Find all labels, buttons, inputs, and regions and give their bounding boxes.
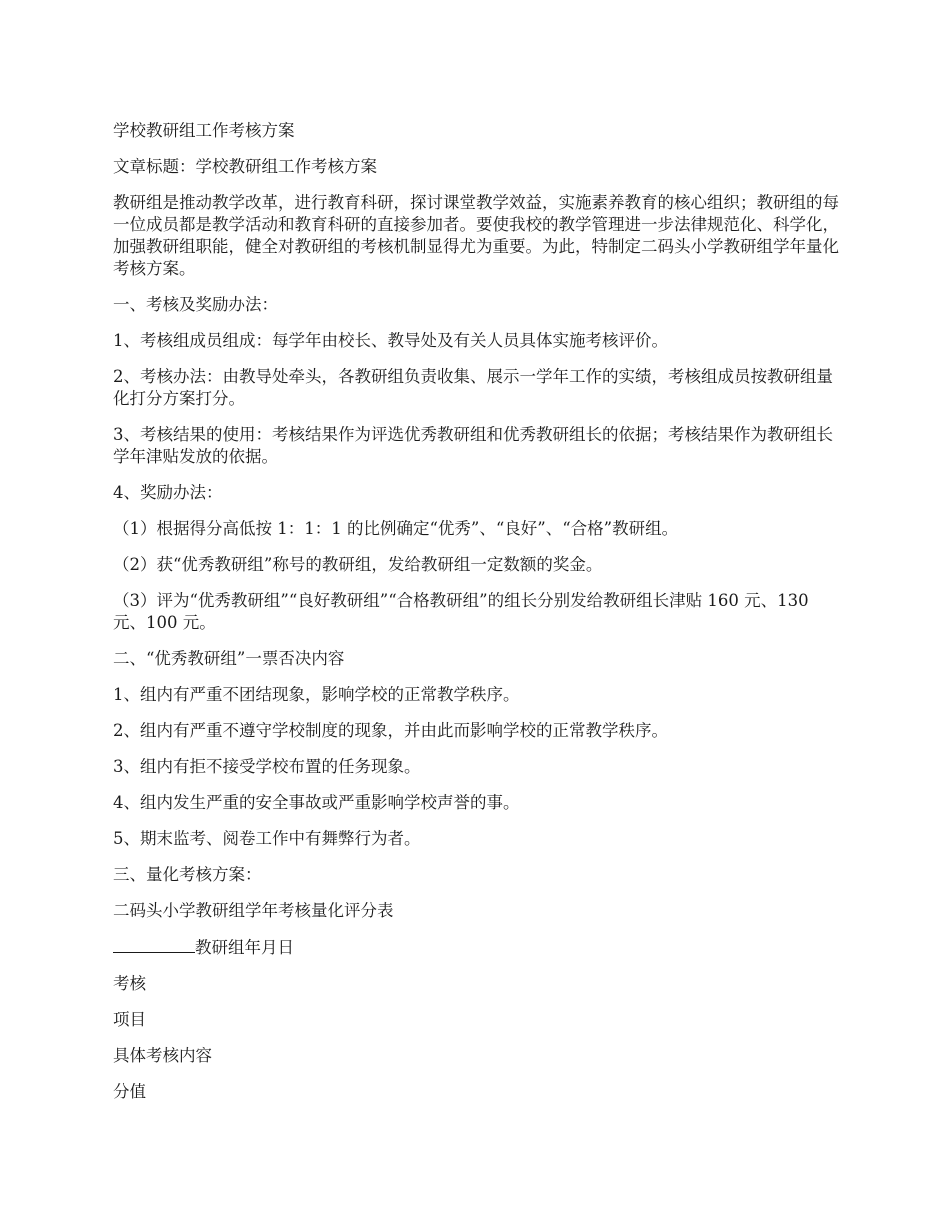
section1-item: 2、考核办法：由教导处牵头，各教研组负责收集、展示一学年工作的实绩，考核组成员按教研组量化打分方案打分。 — [113, 367, 833, 408]
table-cell: 考核 — [113, 974, 146, 993]
table-cell: 具体考核内容 — [113, 1046, 212, 1065]
section1-item: 4、奖励办法： — [113, 483, 223, 502]
doc-subtitle: 文章标题：学校教研组工作考核方案 — [113, 157, 377, 176]
date-line — [113, 936, 843, 959]
blank-underline — [113, 936, 195, 953]
reward-item: （1）根据得分高低按 1：1：1 的比例确定“优秀”、“良好”、“合格”教研组。 — [113, 519, 679, 538]
document-page — [113, 120, 843, 1117]
date-line-text: 教研组年月日 — [195, 938, 294, 957]
section1-item: 3、考核结果的使用：考核结果作为评选优秀教研组和优秀教研组长的依据；考核结果作为教研组长学年津贴发放的依据。 — [113, 425, 833, 466]
section2-item: 4、组内发生严重的安全事故或严重影响学校声誉的事。 — [113, 793, 520, 812]
reward-item: （2）获“优秀教研组”称号的教研组，发给教研组一定数额的奖金。 — [113, 555, 603, 574]
section1-heading: 一、考核及奖励办法： — [113, 295, 278, 314]
section1-item: 1、考核组成员组成：每学年由校长、教导处及有关人员具体实施考核评价。 — [113, 331, 668, 350]
reward-item: （3）评为“优秀教研组”“良好教研组”“合格教研组”的组长分别发给教研组长津贴 160 元、130 元、100 元。 — [113, 591, 809, 632]
section2-item: 5、期末监考、阅卷工作中有舞弊行为者。 — [113, 829, 421, 848]
table-title: 二码头小学教研组学年考核量化评分表 — [113, 901, 394, 920]
section2-item: 3、组内有拒不接受学校布置的任务现象。 — [113, 757, 421, 776]
table-cell: 分值 — [113, 1082, 146, 1101]
section3-heading: 三、量化考核方案： — [113, 865, 262, 884]
section2-item: 1、组内有严重不团结现象，影响学校的正常教学秩序。 — [113, 685, 520, 704]
section2-heading: 二、“优秀教研组”一票否决内容 — [113, 649, 345, 668]
doc-title: 学校教研组工作考核方案 — [113, 121, 295, 140]
table-cell: 项目 — [113, 1010, 146, 1029]
intro-paragraph: 教研组是推动教学改革，进行教育科研，探讨课堂教学效益，实施素养教育的核心组织；教研组的每一位成员都是教学活动和教育科研的直接参加者。要使我校的教学管理进一步法律规范化、科学化，加强教研组职能，健全对教研组的考核机制显得尤为重要。为此，特制定二码头小学教研组学年量化考核方案。 — [113, 193, 839, 278]
section2-item: 2、组内有严重不遵守学校制度的现象，并由此而影响学校的正常教学秩序。 — [113, 721, 668, 740]
